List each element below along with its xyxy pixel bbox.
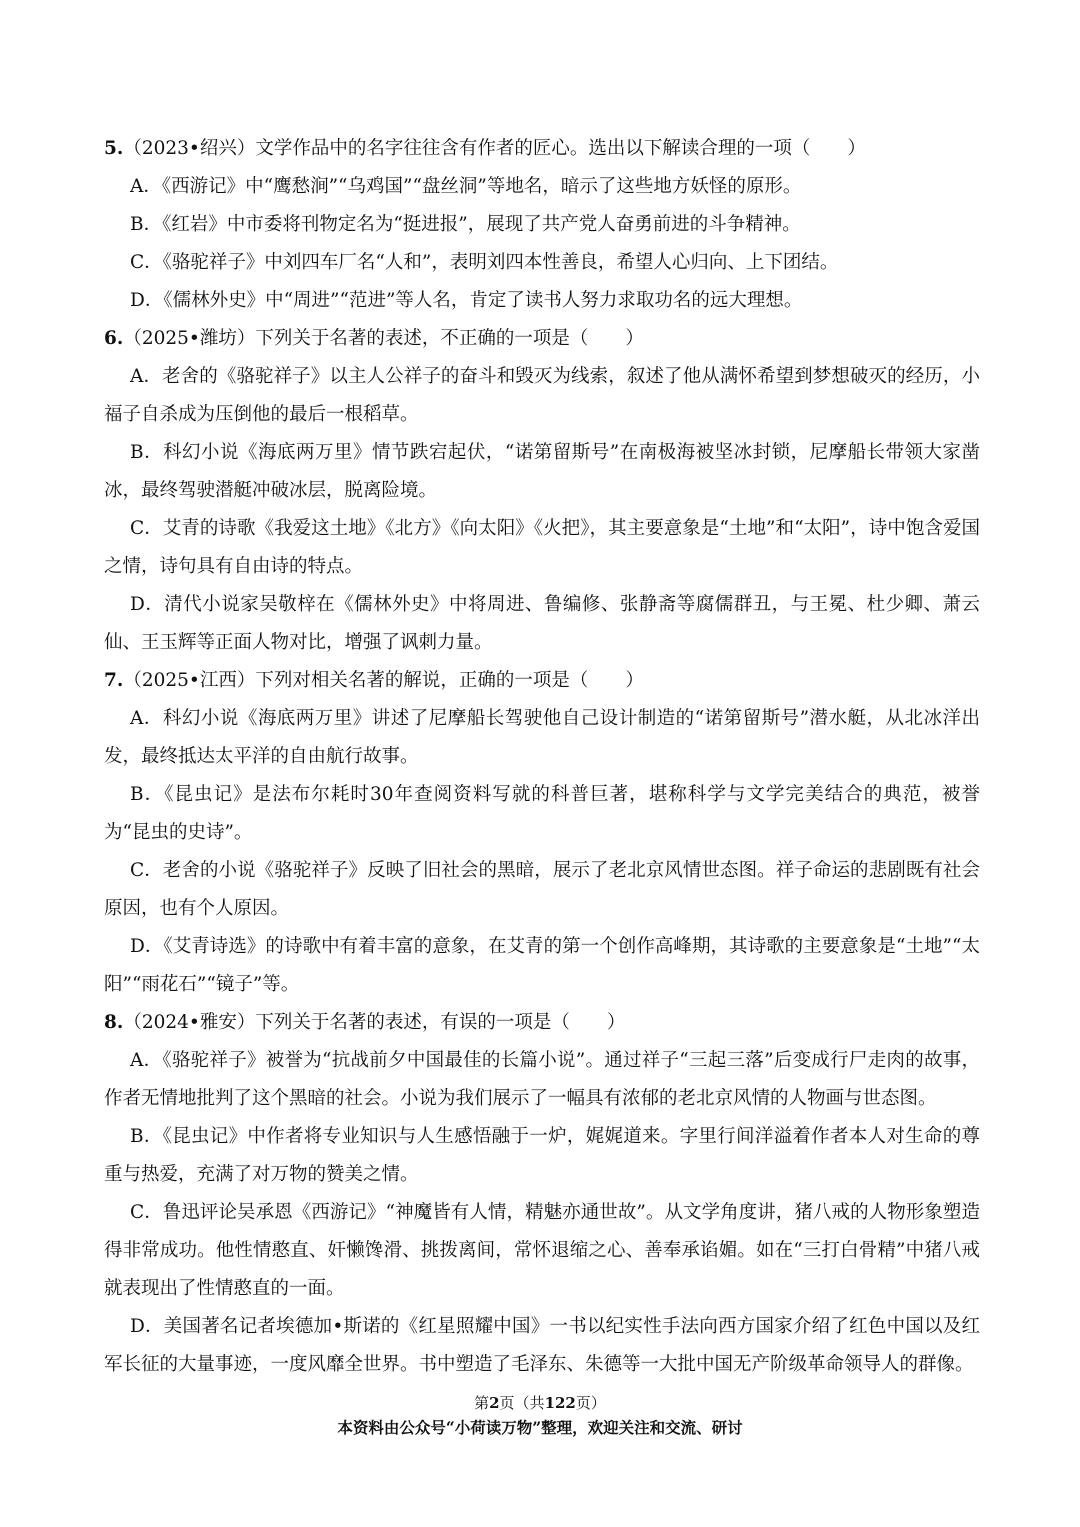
option-d: D．美国著名记者埃德加•斯诺的《红星照耀中国》一书以纪实性手法向西方国家介绍了红色中国以及红军长征的大量事迹，一度风靡全世界。书中塑造了毛泽东、朱德等一大批中国无产阶级革命领导人的群像。 xyxy=(104,1316,980,1375)
option-b: B．《昆虫记》是法布尔耗时30年查阅资料写就的科普巨著，堪称科学与文学完美结合的典范，被誉为“昆虫的史诗”。 xyxy=(104,784,980,843)
page-current: 2 xyxy=(489,1394,500,1412)
page-number xyxy=(0,1392,1080,1413)
option-b: B．科幻小说《海底两万里》情节跌宕起伏，“诺第留斯号”在南极海被坚冰封锁，尼摩船长带领大家凿冰，最终驾驶潜艇冲破冰层，脱离险境。 xyxy=(104,442,980,501)
option-d: D．《儒林外史》中“周进”“范进”等人名，肯定了读书人努力求取功名的远大理想。 xyxy=(130,290,803,311)
option-a: A．科幻小说《海底两万里》讲述了尼摩船长驾驶他自己设计制造的“诺第留斯号”潜水艇，从北冰洋出发，最终抵达太平洋的自由航行故事。 xyxy=(104,708,980,767)
question-7 xyxy=(104,662,980,1004)
question-number: 7. xyxy=(104,670,124,691)
page-middle: 页（共 xyxy=(499,1394,545,1412)
question-stem xyxy=(104,662,980,700)
option-d: D．《艾青诗选》的诗歌中有着丰富的意象，在艾青的第一个创作高峰期，其诗歌的主要意象是“土地”“太阳”“雨花石”“镜子”等。 xyxy=(104,936,980,995)
question-stem xyxy=(104,320,980,358)
question-text: （2025•潍坊）下列关于名著的表述，不正确的一项是（ ） xyxy=(123,328,644,349)
question-number: 6. xyxy=(104,328,124,349)
option-a: A．老舍的《骆驼祥子》以主人公祥子的奋斗和毁灭为线索，叙述了他从满怀希望到梦想破灭的经历，小福子自杀成为压倒他的最后一根稻草。 xyxy=(104,366,980,425)
option-c: C．老舍的小说《骆驼祥子》反映了旧社会的黑暗，展示了老北京风情世态图。祥子命运的悲剧既有社会原因，也有个人原因。 xyxy=(104,860,980,919)
option-c: C．艾青的诗歌《我爱这土地》《北方》《向太阳》《火把》，其主要意象是“土地”和“太阳”，诗中饱含爱国之情，诗句具有自由诗的特点。 xyxy=(104,518,980,577)
document-page xyxy=(104,130,980,1384)
option-d: D．清代小说家吴敬梓在《儒林外史》中将周进、鲁编修、张静斋等腐儒群丑，与王冕、杜少卿、萧云仙、王玉辉等正面人物对比，增强了讽刺力量。 xyxy=(104,594,980,653)
option-c: C．鲁迅评论吴承恩《西游记》“神魔皆有人情，精魅亦通世故”。从文学角度讲，猪八戒的人物形象塑造得非常成功。他性情憨直、奸懒馋滑、挑拨离间，常怀退缩之心、善奉承谄媚。如在“三打白骨精”中猪八戒就表现出了性情憨直的一面。 xyxy=(104,1202,980,1299)
question-5 xyxy=(104,130,980,320)
option-b: B．《红岩》中市委将刊物定名为“挺进报”，展现了共产党人奋勇前进的斗争精神。 xyxy=(130,214,801,235)
question-text: （2024•雅安）下列关于名著的表述，有误的一项是（ ） xyxy=(123,1012,626,1033)
page-prefix: 第 xyxy=(474,1394,490,1412)
page-suffix: 页） xyxy=(575,1394,606,1412)
question-text: （2025•江西）下列对相关名著的解说，正确的一项是（ ） xyxy=(123,670,644,691)
question-8 xyxy=(104,1004,980,1384)
footer-note: 本资料由公众号“小荷读万物”整理，欢迎关注和交流、研讨 xyxy=(337,1418,743,1437)
page-total: 122 xyxy=(544,1394,576,1412)
option-c: C．《骆驼祥子》中刘四车厂名“人和”，表明刘四本性善良，希望人心归向、上下团结。 xyxy=(130,252,839,273)
option-b: B．《昆虫记》中作者将专业知识与人生感悟融于一炉，娓娓道来。字里行间洋溢着作者本人对生命的尊重与热爱，充满了对万物的赞美之情。 xyxy=(104,1126,980,1185)
question-number: 8. xyxy=(104,1012,124,1033)
question-number: 5. xyxy=(104,138,124,159)
question-stem xyxy=(104,1004,980,1042)
question-stem xyxy=(104,130,980,168)
option-a: A．《骆驼祥子》被誉为“抗战前夕中国最佳的长篇小说”。通过祥子“三起三落”后变成行尸走肉的故事，作者无情地批判了这个黑暗的社会。小说为我们展示了一幅具有浓郁的老北京风情的人物画与世态图。 xyxy=(104,1050,980,1109)
option-a: A．《西游记》中“鹰愁涧”“乌鸡国”“盘丝洞”等地名，暗示了这些地方妖怪的原形。 xyxy=(130,176,802,197)
question-6 xyxy=(104,320,980,662)
question-text: （2023•绍兴）文学作品中的名字往往含有作者的匠心。选出以下解读合理的一项（ ） xyxy=(123,138,866,159)
